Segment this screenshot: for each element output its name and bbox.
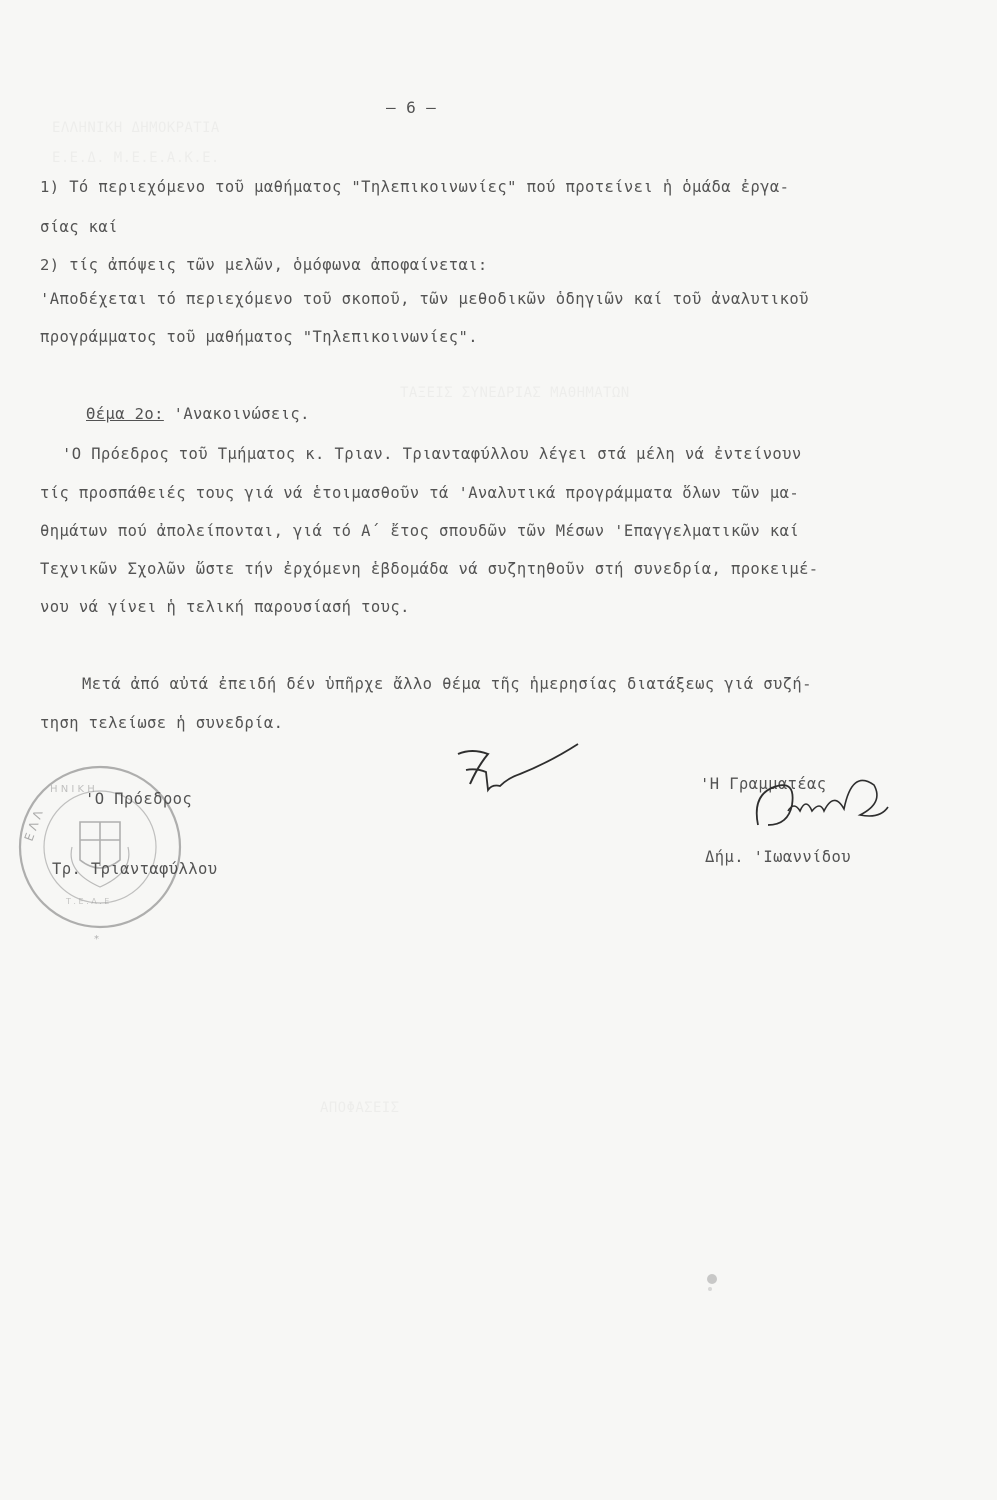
section-heading-label: Θέμα 2ο: [86, 405, 164, 423]
text-line: τίς προσπάθειές τους γιά νά ἑτοιμασθοῦν τά 'Αναλυτικά προγράμματα ὅλων τῶν μα- [40, 484, 800, 502]
chairman-name: Τρ. Τριανταφύλλου [52, 860, 218, 878]
text-line: νου νά γίνει ἡ τελική παρουσίασή τους. [40, 598, 410, 616]
svg-text:*: * [94, 934, 99, 945]
text-line: τηση τελείωσε ἡ συνεδρία. [40, 714, 284, 732]
chairman-title: 'Ο Πρόεδρος [85, 790, 193, 808]
text-line: 'Αποδέχεται τό περιεχόμενο τοῦ σκοποῦ, τῶν μεθοδικῶν ὁδηγιῶν καί τοῦ ἀναλυτικοῦ [40, 290, 809, 308]
svg-text:Τ . Ε . Λ . Ε: Τ . Ε . Λ . Ε [66, 897, 110, 906]
section-heading-title: 'Ανακοινώσεις. [163, 405, 310, 423]
text-line: Μετά ἀπό αὐτά ἐπειδή δέν ὑπῆρχε ἄλλο θέμα τῆς ἡμερησίας διατάξεως γιά συζή- [82, 675, 812, 693]
show-through-line: ΤΑΞΕΙΣ ΣΥΝΕΔΡΙΑΣ ΜΑΘΗΜΑΤΩΝ [400, 385, 630, 401]
show-through-line: Ε.Ε.Δ. Μ.Ε.Ε.Α.Κ.Ε. [52, 150, 220, 166]
handwritten-initials-icon [450, 740, 610, 820]
ink-speck-icon [700, 1265, 724, 1295]
text-line: 1) Τό περιεχόμενο τοῦ μαθήματος "Τηλεπικοινωνίες" πού προτείνει ἡ ὁμάδα ἐργα- [40, 178, 790, 196]
svg-text:Η Ν Ι Κ Η: Η Ν Ι Κ Η [50, 784, 95, 795]
show-through-line: ΕΛΛΗΝΙΚΗ ΔΗΜΟΚΡΑΤΙΑ [52, 120, 220, 136]
text-line: θημάτων πού ἀπολείπονται, γιά τό Α΄ ἔτος σπουδῶν τῶν Μέσων 'Επαγγελματικῶν καί [40, 522, 800, 540]
text-line: 2) τίς ἀπόψεις τῶν μελῶν, ὁμόφωνα ἀποφαίνεται: [40, 256, 488, 274]
svg-text:Ε Λ Λ: Ε Λ Λ [21, 808, 46, 844]
secretary-title: 'Η Γραμματέας [700, 775, 827, 793]
text-line: σίας καί [40, 218, 118, 236]
official-seal-icon [10, 752, 192, 952]
text-line: προγράμματος τοῦ μαθήματος "Τηλεπικοινωνίες". [40, 328, 478, 346]
secretary-name: Δήμ. 'Ιωαννίδου [705, 848, 851, 866]
page-number: — 6 — [386, 98, 437, 117]
handwritten-signature-icon [740, 755, 910, 845]
text-line: Τεχνικῶν Σχολῶν ὥστε τήν ἐρχόμενη ἑβδομάδα νά συζητηθοῦν στή συνεδρία, προκειμέ- [40, 560, 819, 578]
section-heading [86, 405, 310, 423]
show-through-line: ΑΠΟΦΑΣΕΙΣ [320, 1100, 400, 1116]
text-line: 'Ο Πρόεδρος τοῦ Τμήματος κ. Τριαν. Τριανταφύλλου λέγει στά μέλη νά ἐντείνουν [62, 445, 802, 463]
